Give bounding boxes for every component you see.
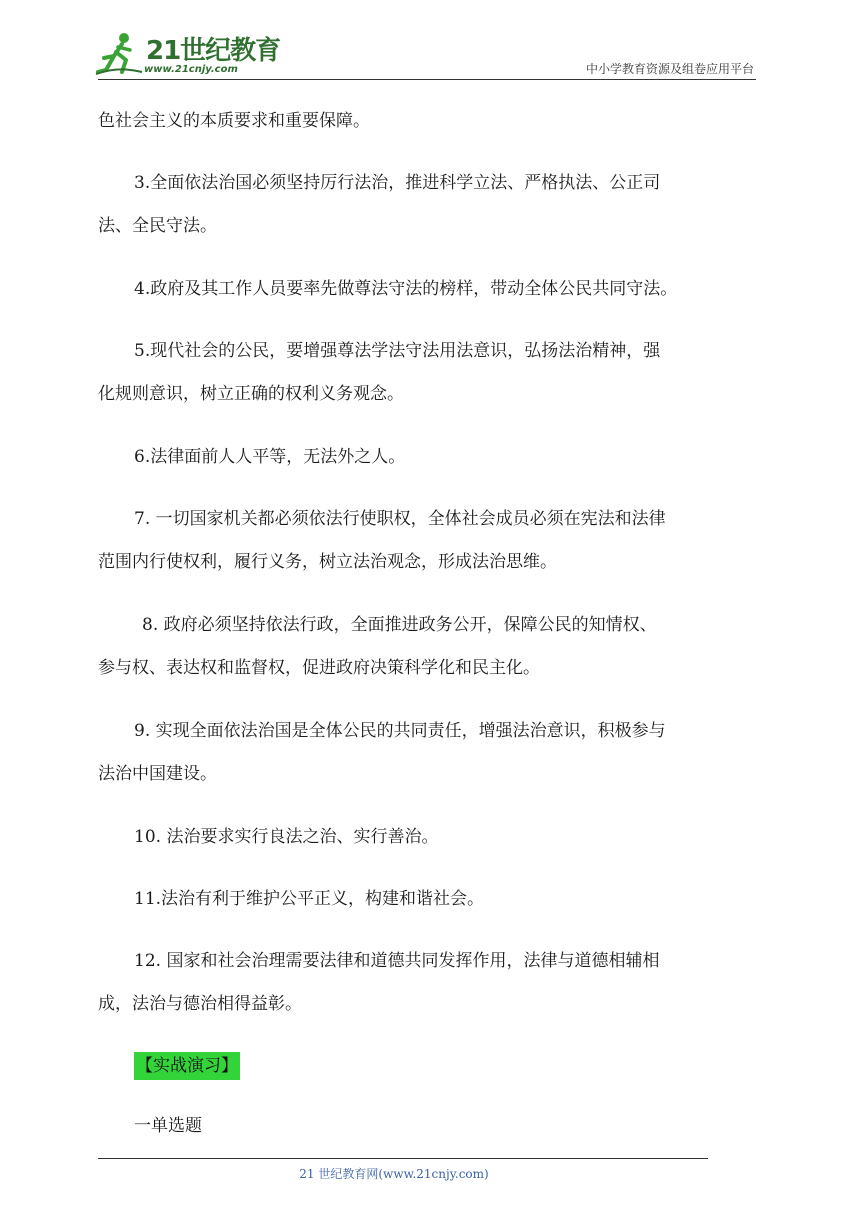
paragraph-3-line-2: 法、全民守法。 xyxy=(98,216,217,236)
paragraph-7-line-2: 范围内行使权利，履行义务，树立法治观念，形成法治思维。 xyxy=(98,552,557,572)
section-label-practice: 【实战演习】 xyxy=(134,1052,240,1080)
platform-tagline: 中小学教育资源及组卷应用平台 xyxy=(585,62,754,76)
subheading-single-choice: 一单选题 xyxy=(134,1116,202,1136)
paragraph-5-line-1: 5.现代社会的公民，要增强尊法学法守法用法意识，弘扬法治精神，强 xyxy=(134,341,661,361)
paragraph-10: 10. 法治要求实行良法之治、实行善治。 xyxy=(134,827,439,847)
paragraph-12-line-1: 12. 国家和社会治理需要法律和道德共同发挥作用，法律与道德相辅相 xyxy=(134,951,660,971)
paragraph-line: 色社会主义的本质要求和重要保障。 xyxy=(98,111,370,131)
paragraph-9-line-1: 9. 实现全面依法治国是全体公民的共同责任，增强法治意识，积极参与 xyxy=(134,721,666,741)
paragraph-7-line-1: 7. 一切国家机关都必须依法行使职权，全体社会成员必须在宪法和法律 xyxy=(134,509,666,529)
footer-site-link[interactable]: 21 世纪教育网(www.21cnjy.com) xyxy=(299,1167,489,1181)
paragraph-4: 4.政府及其工作人员要率先做尊法守法的榜样，带动全体公民共同守法。 xyxy=(134,279,678,299)
page-header xyxy=(0,0,860,82)
paragraph-8-line-1: 8. 政府必须坚持依法行政，全面推进政务公开，保障公民的知情权、 xyxy=(142,615,657,635)
runner-logo-icon xyxy=(94,30,144,78)
paragraph-6: 6.法律面前人人平等，无法外之人。 xyxy=(134,447,406,467)
logo-url: www.21cnjy.com xyxy=(144,64,238,75)
header-divider xyxy=(98,79,756,80)
logo-title: 21世纪教育 xyxy=(146,36,281,66)
paragraph-11: 11.法治有利于维护公平正义，构建和谐社会。 xyxy=(134,889,485,909)
paragraph-5-line-2: 化规则意识，树立正确的权利义务观念。 xyxy=(98,384,404,404)
paragraph-8-line-2: 参与权、表达权和监督权，促进政府决策科学化和民主化。 xyxy=(98,658,540,678)
paragraph-3-line-1: 3.全面依法治国必须坚持厉行法治，推进科学立法、严格执法、公正司 xyxy=(134,173,661,193)
paragraph-12-line-2: 成，法治与德治相得益彰。 xyxy=(98,994,302,1014)
site-logo xyxy=(94,30,281,78)
paragraph-9-line-2: 法治中国建设。 xyxy=(98,764,217,784)
footer-divider xyxy=(98,1158,708,1159)
